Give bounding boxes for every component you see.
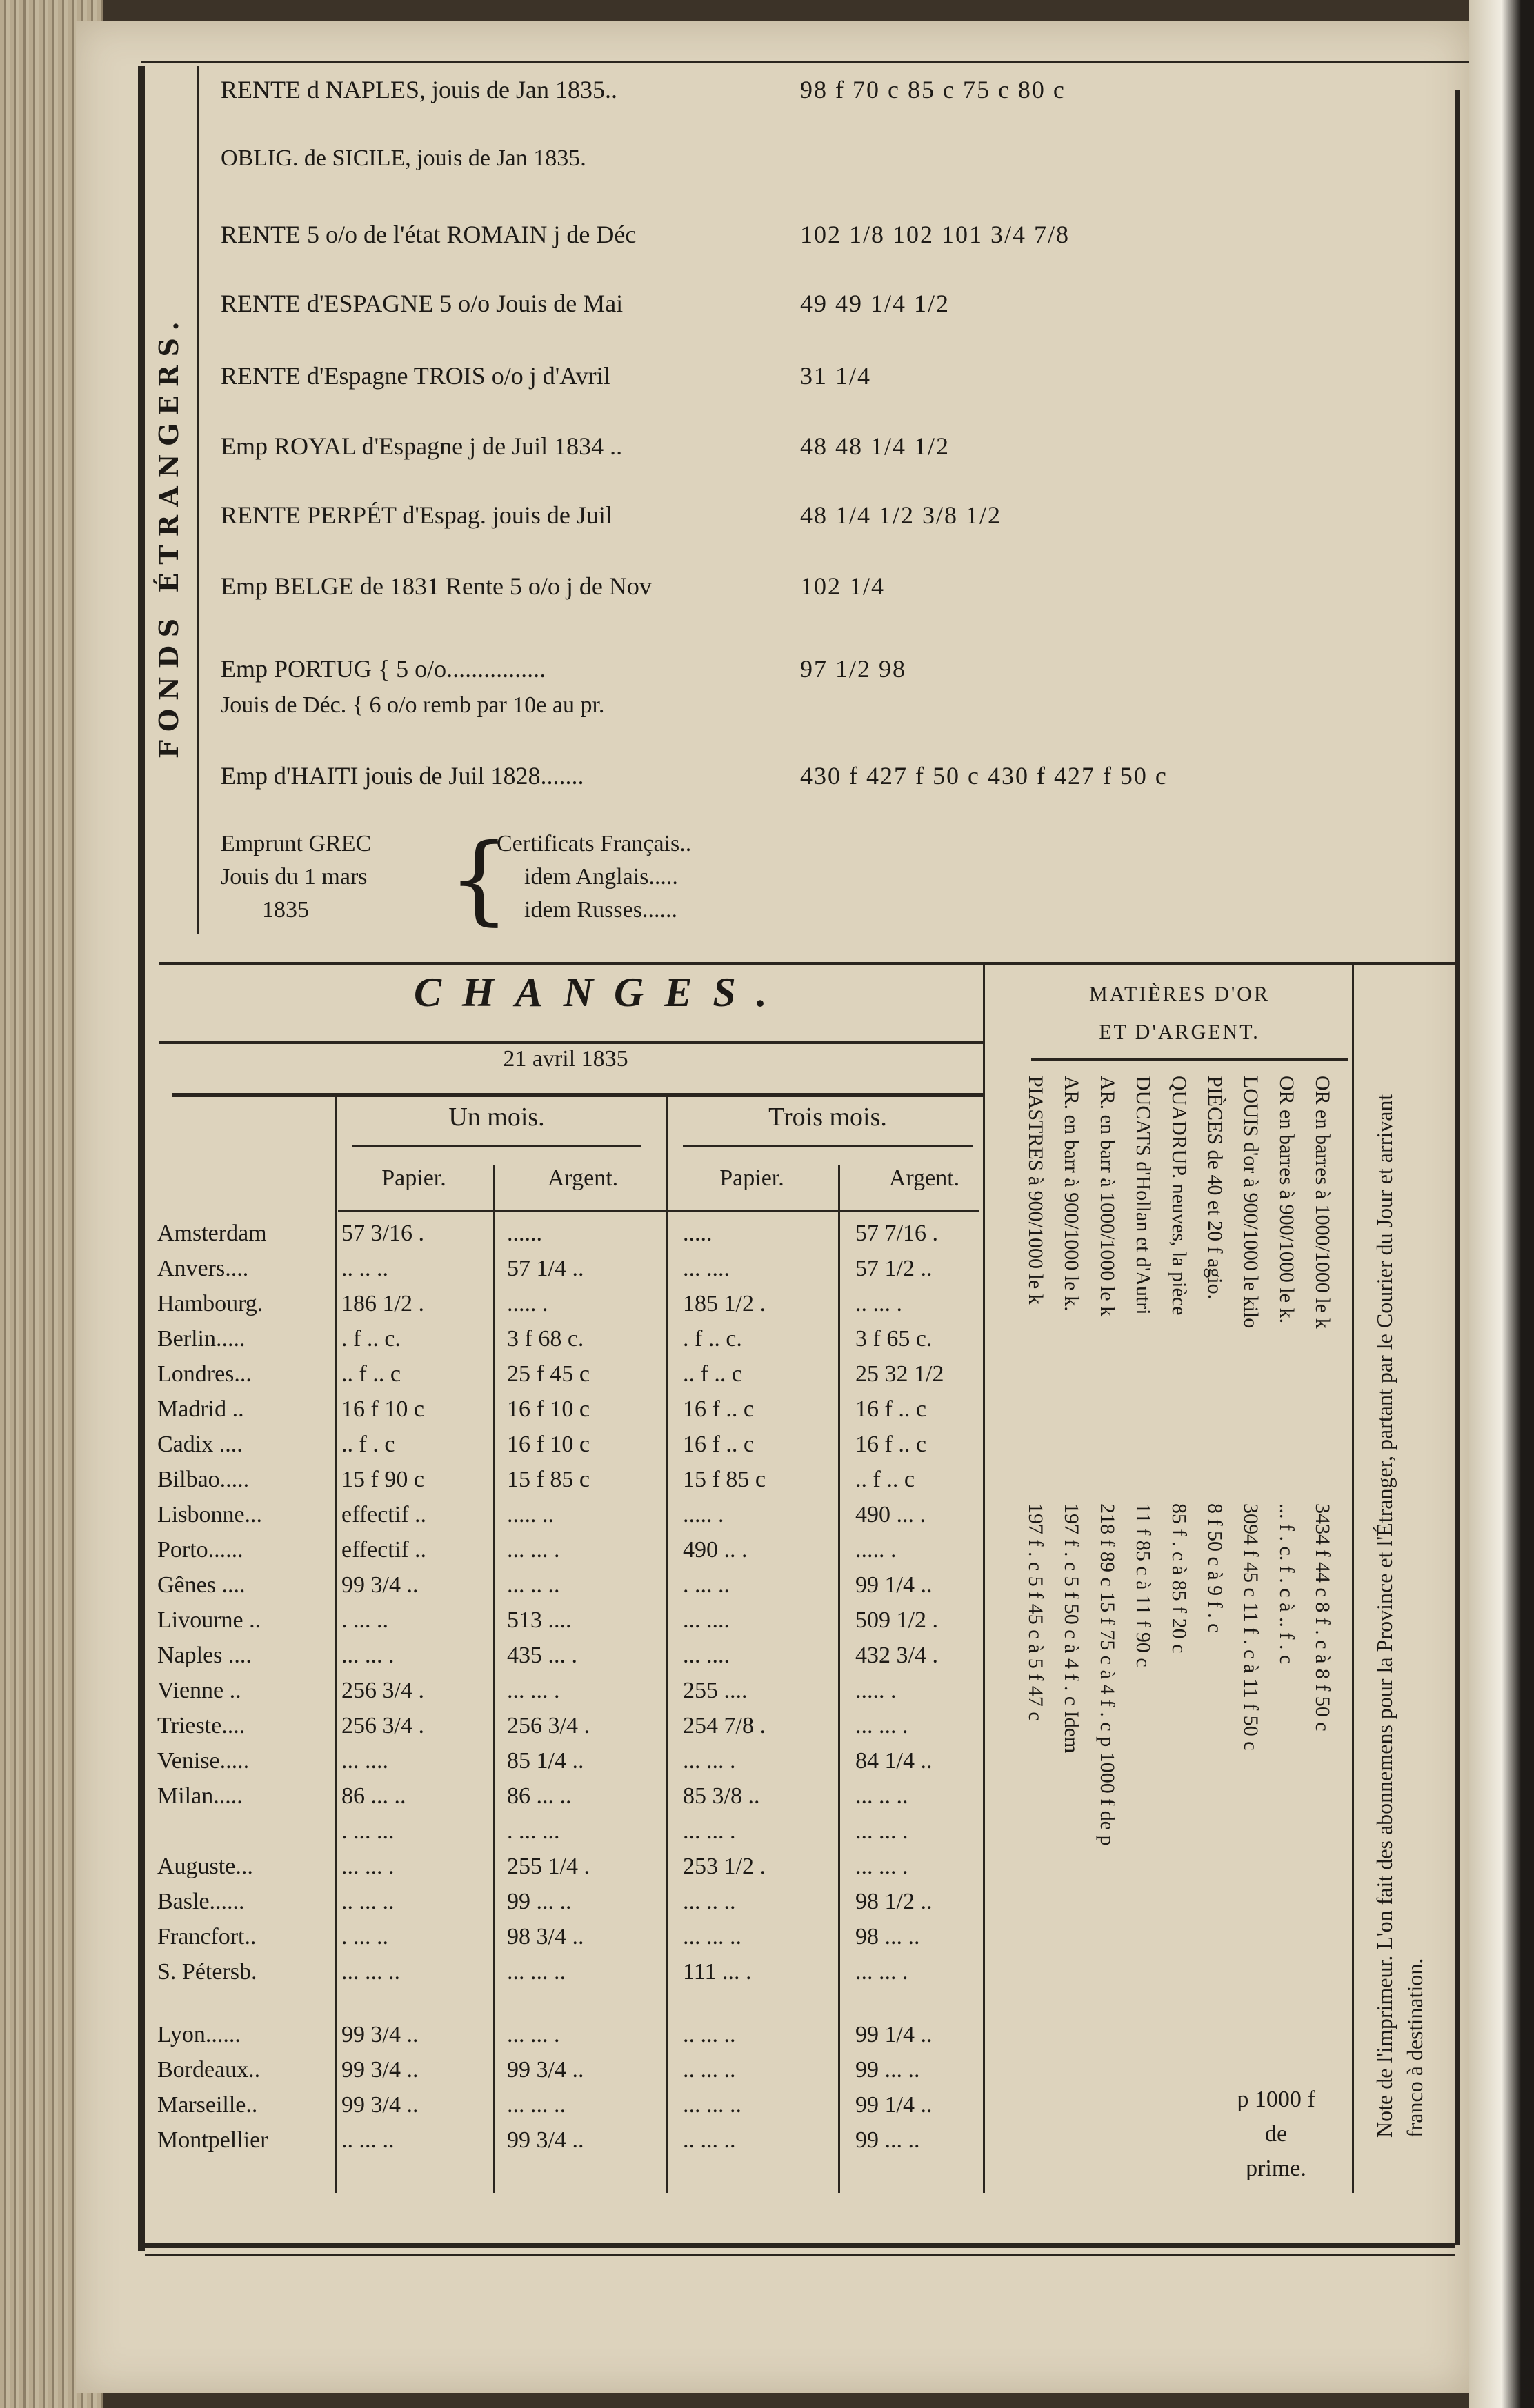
table-cell: 15 f 90 c [341, 1467, 424, 1492]
table-cell: ... .... [683, 1256, 730, 1281]
table-cell: 3 f 68 c. [507, 1326, 584, 1352]
fonds-row-label: Jouis de Déc. { 6 o/o remb par 10e au pr. [221, 692, 605, 718]
table-cell: 99 3/4 .. [507, 2127, 584, 2153]
table-cell: ... ... . [855, 1713, 908, 1738]
fonds-row-label: OBLIG. de SICILE, jouis de Jan 1835. [221, 146, 586, 171]
fonds-row-label: Emp ROYAL d'Espagne j de Juil 1834 .. [221, 432, 623, 460]
table-cell: . ... ... [341, 1818, 395, 1844]
table-cell: 256 3/4 . [507, 1713, 590, 1738]
table-row-city: Trieste.... [157, 1713, 246, 1738]
table-cell: . ... ... [507, 1818, 560, 1844]
table-cell: .. f .. c [341, 1361, 401, 1387]
table-cell: .. f . c [341, 1432, 395, 1457]
frame-bottom-thin [145, 2254, 1455, 2256]
table-cell: 99 3/4 .. [341, 2022, 419, 2047]
table-cell: ..... [683, 1221, 713, 1246]
table-row-city: Cadix .... [157, 1432, 243, 1457]
table-cell: 57 7/16 . [855, 1221, 938, 1246]
table-cell: 16 f .. c [683, 1432, 754, 1457]
table-cell: 15 f 85 c [683, 1467, 766, 1492]
matieres-label: AR. en barr à 1000/1000 le k [1096, 1076, 1119, 1317]
table-cell: 99 1/4 .. [855, 1572, 933, 1598]
table-cell: ... ... . [683, 1748, 736, 1774]
table-cell: . f .. c. [683, 1326, 742, 1352]
table-cell: ... ... .. [683, 2092, 741, 2118]
table-cell: 99 3/4 .. [341, 2057, 419, 2083]
table-row-city: Bilbao..... [157, 1467, 250, 1492]
table-cell: ... .. .. [855, 1783, 908, 1809]
matieres-label: LOUIS d'or à 900/1000 le kilo [1239, 1076, 1262, 1329]
matieres-value: 197 f . c 5 f 45 c à 5 f 47 c [1024, 1503, 1047, 1721]
table-row-city: Basle...... [157, 1889, 245, 1914]
table-cell: ..... . [855, 1537, 897, 1563]
table-row-city: Londres... [157, 1361, 252, 1387]
frame-left [138, 66, 145, 2251]
matieres-label: DUCATS d'Hollan et d'Autri [1132, 1076, 1155, 1315]
matieres-vrule [1352, 965, 1354, 2193]
table-cell: 99 3/4 .. [341, 2092, 419, 2118]
table-row-city: Bordeaux.. [157, 2057, 261, 2083]
table-cell: . ... .. [683, 1572, 730, 1598]
table-cell: ... .... [341, 1748, 388, 1774]
table-row-city: Lyon...... [157, 2022, 241, 2047]
section-rule [159, 962, 1455, 965]
table-row-city: Auguste... [157, 1854, 253, 1879]
fonds-row-label: RENTE d NAPLES, jouis de Jan 1835.. [221, 76, 617, 103]
fonds-row [221, 681, 1435, 730]
fonds-row [221, 491, 1435, 539]
right-page-edge [1469, 0, 1534, 2408]
grec-right-line: Certificats Français.. [497, 831, 692, 856]
table-cell: ... ... . [855, 1818, 908, 1844]
matieres-label: PIÈCES de 40 et 20 f agio. [1204, 1076, 1226, 1300]
fonds-row [221, 210, 1435, 259]
matieres-value: 197 f . c 5 f 50 c à 4 f . c Idem [1060, 1503, 1083, 1754]
table-cell: 84 1/4 .. [855, 1748, 933, 1774]
matieres-value: 3094 f 45 c 11 f . c à 11 f 50 c [1239, 1503, 1262, 1751]
table-cell: . ... .. [341, 1924, 388, 1949]
table-cell: 255 1/4 . [507, 1854, 590, 1879]
table-cell: ... ... . [507, 1537, 560, 1563]
table-cell: 16 f 10 c [341, 1396, 424, 1422]
table-cell: 98 ... .. [855, 1924, 920, 1949]
table-row-city: Madrid .. [157, 1396, 244, 1422]
matieres-label: PIASTRES à 900/1000 le k [1024, 1076, 1047, 1305]
grec-left-line: Emprunt GREC [221, 831, 372, 856]
brace-note [1200, 2083, 1352, 2186]
table-cell: .. .. .. [341, 1256, 388, 1281]
table-cell: 85 3/8 .. [683, 1783, 760, 1809]
matieres-title-2: ET D'ARGENT. [1099, 1021, 1260, 1043]
table-cell: ... ... .. [683, 1924, 741, 1949]
table-cell: ... ... . [855, 1854, 908, 1879]
table-cell: ... ... . [507, 1678, 560, 1703]
fonds-row [221, 422, 1435, 470]
table-cell: 490 .. . [683, 1537, 748, 1563]
table-cell: ... .. .. [507, 1572, 560, 1598]
subheader-argent-1: Argent. [547, 1165, 619, 1191]
table-row-city: Anvers.... [157, 1256, 249, 1281]
changes-date-rule [172, 1093, 983, 1097]
table-cell: 3 f 65 c. [855, 1326, 933, 1352]
fonds-row [221, 562, 1435, 610]
table-row-city: Milan..... [157, 1783, 243, 1809]
table-cell: .. ... .. [683, 2022, 736, 2047]
table-row-city: Naples .... [157, 1643, 252, 1668]
table-row-city: Vienne .. [157, 1678, 241, 1703]
table-cell: 99 1/4 .. [855, 2092, 933, 2118]
group-rule-2 [683, 1145, 973, 1147]
fonds-row-value: 430 f 427 f 50 c 430 f 427 f 50 c [800, 762, 1168, 790]
table-row-city: Livourne .. [157, 1607, 261, 1633]
matieres-value: 85 f . c à 85 f 20 c [1168, 1503, 1191, 1654]
fonds-row [221, 352, 1435, 400]
matieres-value: 11 f 85 c à 11 f 90 c [1132, 1503, 1155, 1667]
matieres-label: QUADRUP. neuves, la pièce [1168, 1076, 1191, 1316]
fonds-row-value: 102 1/8 102 101 3/4 7/8 [800, 221, 1070, 248]
fonds-row-value: 48 48 1/4 1/2 [800, 432, 950, 460]
group-un-mois: Un mois. [448, 1103, 545, 1132]
table-cell: .. ... .. [341, 2127, 395, 2153]
table-cell: ... .... [683, 1643, 730, 1668]
matieres-label: AR. en barr à 900/1000 le k. [1060, 1076, 1083, 1312]
table-cell: 16 f 10 c [507, 1432, 590, 1457]
table-row-city: Lisbonne... [157, 1502, 263, 1527]
changes-date: 21 avril 1835 [503, 1046, 628, 1072]
fonds-row-value: 98 f 70 c 85 c 75 c 80 c [800, 76, 1066, 103]
matieres-value: 8 f 50 c à 9 f . c [1204, 1503, 1226, 1633]
brace: { [448, 823, 510, 936]
table-cell: ... ... .. [507, 2092, 566, 2118]
table-cell: 256 3/4 . [341, 1678, 424, 1703]
table-cell: ... ... .. [341, 1959, 400, 1985]
table-cell: 25 32 1/2 [855, 1361, 944, 1387]
grec-right [497, 827, 691, 927]
table-cell: ... .. .. [683, 1889, 736, 1914]
table-cell: 57 1/4 .. [507, 1256, 584, 1281]
table-cell: 111 ... . [683, 1959, 752, 1985]
grec-left [221, 827, 371, 927]
table-cell: ... ... . [341, 1854, 395, 1879]
table-row-city: S. Pétersb. [157, 1959, 257, 1985]
matieres-value: 3434 f 44 c 8 f . c à 8 f 50 c [1311, 1503, 1334, 1732]
table-cell: 57 3/16 . [341, 1221, 424, 1246]
table-row-city: Montpellier [157, 2127, 268, 2153]
fonds-row-value: 97 1/2 98 [800, 655, 907, 683]
table-cell: 15 f 85 c [507, 1467, 590, 1492]
table-cell: ... ... . [855, 1959, 908, 1985]
frame-inner-left [197, 66, 199, 934]
table-cell: .. f .. c [855, 1467, 915, 1492]
subheader-papier-2: Papier. [719, 1165, 784, 1191]
table-vrule [838, 1165, 840, 2193]
table-vrule [666, 1096, 668, 2193]
matieres-title-1: MATIÈRES D'OR [1089, 983, 1270, 1005]
table-cell: ... ... . [341, 1643, 395, 1668]
fonds-etrangers-label: FONDS ÉTRANGERS. [153, 313, 184, 759]
fonds-row-label: Emp d'HAITI jouis de Juil 1828....... [221, 762, 584, 790]
table-cell: 513 .... [507, 1607, 572, 1633]
matieres-value: 218 f 89 c 15 f 75 c à 4 f . c p 1000 f de p [1096, 1503, 1119, 1846]
table-vrule [493, 1165, 495, 2193]
table-row-city: Marseille.. [157, 2092, 258, 2118]
grec-right-line: idem Anglais..... [524, 864, 678, 890]
table-row-city: Amsterdam [157, 1221, 267, 1246]
table-cell: 99 3/4 .. [341, 1572, 419, 1598]
fonds-row-label: Emp BELGE de 1831 Rente 5 o/o j de Nov [221, 572, 652, 600]
fonds-row-label: RENTE 5 o/o de l'état ROMAIN j de Déc [221, 221, 637, 248]
table-cell: effectif .. [341, 1537, 427, 1563]
subheader-argent-2: Argent. [888, 1165, 960, 1191]
table-cell: 16 f .. c [855, 1396, 926, 1422]
brace-note-line: de [1264, 2121, 1288, 2147]
matieres-label: OR en barres à 900/1000 le k. [1275, 1076, 1298, 1324]
fonds-row [221, 279, 1435, 328]
table-cell: 254 7/8 . [683, 1713, 766, 1738]
table-cell: 253 1/2 . [683, 1854, 766, 1879]
table-cell: 490 ... . [855, 1502, 926, 1527]
table-cell: ..... . [855, 1678, 897, 1703]
frame-top [141, 61, 1469, 63]
table-cell: 99 3/4 .. [507, 2057, 584, 2083]
fonds-row-value: 49 49 1/4 1/2 [800, 290, 950, 317]
fonds-row-value: 102 1/4 [800, 572, 886, 600]
fonds-row-label: Emp PORTUG { 5 o/o................ [221, 655, 546, 683]
table-row-city: Porto...... [157, 1537, 243, 1563]
table-cell: .. f .. c [683, 1361, 742, 1387]
fonds-row-label: RENTE d'ESPAGNE 5 o/o Jouis de Mai [221, 290, 624, 317]
table-cell: 255 .... [683, 1678, 748, 1703]
table-cell: ..... . [683, 1502, 724, 1527]
group-rule-1 [352, 1145, 641, 1147]
table-cell: .. ... .. [683, 2057, 736, 2083]
table-cell: .. ... .. [683, 2127, 736, 2153]
table-cell: ..... . [507, 1291, 548, 1316]
table-cell: 57 1/2 .. [855, 1256, 933, 1281]
printer-note: Note de l'imprimeur. L'on fait des abonnemens pour la Province et l'Étranger, partant par le Courier du Jour et arrivant franco à destination. [1372, 1094, 1427, 2138]
group-trois-mois: Trois mois. [768, 1103, 887, 1132]
table-row-city: Hambourg. [157, 1291, 263, 1316]
table-vrule [983, 965, 985, 2193]
table-cell: 86 ... .. [341, 1783, 406, 1809]
table-cell: ...... [507, 1221, 542, 1246]
table-cell: 432 3/4 . [855, 1643, 938, 1668]
table-cell: 16 f .. c [855, 1432, 926, 1457]
table-cell: 99 ... .. [855, 2127, 920, 2153]
grec-right-line: idem Russes...... [524, 897, 677, 923]
table-cell: ... ... . [683, 1818, 736, 1844]
matieres-label: OR en barres à 1000/1000 le k [1311, 1076, 1334, 1329]
table-row-city: Berlin..... [157, 1326, 246, 1352]
table-cell: 185 1/2 . [683, 1291, 766, 1316]
table-cell: ... .... [683, 1607, 730, 1633]
matieres-title-rule [1031, 1058, 1348, 1061]
table-cell: 99 1/4 .. [855, 2022, 933, 2047]
brace-note-line: prime. [1246, 2156, 1306, 2181]
table-row-city: Francfort.. [157, 1924, 257, 1949]
table-cell: 186 1/2 . [341, 1291, 424, 1316]
fonds-row-label: RENTE d'Espagne TROIS o/o j d'Avril [221, 362, 610, 390]
grec-left-line: Jouis du 1 mars [221, 864, 368, 890]
table-cell: ... ... . [507, 2022, 560, 2047]
subheader-papier-1: Papier. [381, 1165, 446, 1191]
changes-title-rule [159, 1041, 983, 1044]
table-cell: ... ... .. [507, 1959, 566, 1985]
table-cell: 256 3/4 . [341, 1713, 424, 1738]
table-cell: 16 f 10 c [507, 1396, 590, 1422]
changes-title: CHANGES. [414, 970, 788, 1015]
table-cell: effectif .. [341, 1502, 427, 1527]
table-cell: 16 f .. c [683, 1396, 754, 1422]
table-cell: . ... .. [341, 1607, 388, 1633]
table-row-city: Venise..... [157, 1748, 250, 1774]
table-vrule [335, 1096, 337, 2193]
table-cell: 99 ... .. [855, 2057, 920, 2083]
fonds-row-label: RENTE PERPÉT d'Espag. jouis de Juil [221, 501, 612, 529]
table-cell: 86 ... .. [507, 1783, 572, 1809]
grec-block [221, 823, 841, 938]
fonds-row-value: 31 1/4 [800, 362, 872, 390]
fonds-row [221, 134, 1435, 183]
table-cell: .. ... .. [341, 1889, 395, 1914]
frame-right [1455, 90, 1460, 2245]
table-row-city: Gênes .... [157, 1572, 246, 1598]
fonds-row-value: 48 1/4 1/2 3/8 1/2 [800, 501, 1002, 529]
table-cell: 85 1/4 .. [507, 1748, 584, 1774]
table-cell: 98 3/4 .. [507, 1924, 584, 1949]
table-cell: .. ... . [855, 1291, 902, 1316]
fonds-row [221, 752, 1435, 800]
table-cell: . f .. c. [341, 1326, 401, 1352]
frame-bottom [145, 2243, 1455, 2248]
grec-left-line: 1835 [262, 897, 309, 923]
brace-note-line: p 1000 f [1237, 2087, 1315, 2112]
fonds-row [221, 66, 1435, 114]
table-cell: 98 1/2 .. [855, 1889, 933, 1914]
table-cell: 99 ... .. [507, 1889, 572, 1914]
table-cell: 25 f 45 c [507, 1361, 590, 1387]
table-cell: ..... .. [507, 1502, 554, 1527]
matieres-value: ... f . c. f . c à .. f . c [1275, 1503, 1298, 1665]
table-cell: 435 ... . [507, 1643, 577, 1668]
subheader-rule [338, 1210, 979, 1212]
table-cell: 509 1/2 . [855, 1607, 938, 1633]
